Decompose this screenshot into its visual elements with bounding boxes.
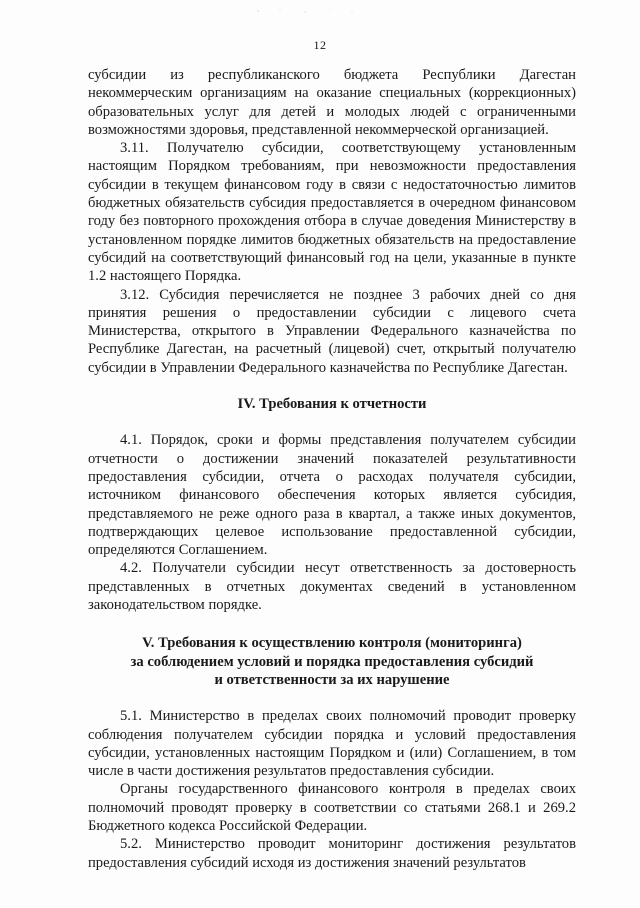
paragraph-3-11: 3.11. Получателю субсидии, соответствующему установленным настоящим Порядком требованиям, при невозможности предоставления субсидии в текущем финансовом году в связи с недостаточностью лимитов бюджетных обязательств субсидия предоставляется в очередном финансовом году без повторного прохождения отбора в случае доведения Министерству в установленном порядке лимитов бюджетных обязательств на предоставление субсидий на соответствующий финансовый год на цели, указанные в пункте 1.2 настоящего Порядка.: [88, 140, 576, 285]
paragraph-5-2: 5.2. Министерство проводит мониторинг достижения результатов предоставления субсидий исходя из достижения значений результатов: [88, 836, 576, 871]
paragraph-5-1: 5.1. Министерство в пределах своих полномочий проводит проверку соблюдения получателем субсидии порядка и условий предоставления субсидии, установленных настоящим Порядком и (или) Соглашением, в том числе в части достижения результатов предоставления субсидии.: [88, 708, 576, 780]
paragraph-4-2: 4.2. Получатели субсидии несут ответственность за достоверность представленных в отчетных документах сведений в установленном законодательством порядке.: [88, 560, 576, 614]
paragraph-continuation: субсидии из республиканского бюджета Республики Дагестан некоммерческим организациям на оказание специальных (коррекционных) образовательных услуг для детей и молодых людей с ограниченными возможностями здоровья, представленной некоммерческой организацией.: [88, 67, 576, 138]
paragraph-5-1-control: Органы государственного финансового контроля в пределах своих полномочий проводят проверку в соответствии со статьями 268.1 и 269.2 Бюджетного кодекса Российской Федерации.: [88, 781, 576, 834]
paragraph-4-1: 4.1. Порядок, сроки и формы представления получателем субсидии отчетности о достижении значений показателей результативности предоставления субсидии, отчета о расходах получателя субсидии, источником финансового обеспечения которых является субсидия, представляемого не реже одного раза в квартал, а также иных документов, подтверждающих целевое использование предоставленной субсидии, определяются Соглашением.: [88, 432, 576, 559]
document-body: [88, 66, 576, 872]
section-4-title: IV. Требования к отчетности: [237, 396, 427, 413]
page-number: 12: [313, 38, 327, 52]
section-5-title: [88, 634, 576, 689]
section-5-title-line-2: за соблюдением условий и порядка предоставления субсидий: [130, 653, 534, 670]
scan-artifact: [250, 8, 360, 14]
paragraph-3-12: 3.12. Субсидия перечисляется не позднее 3 рабочих дней со дня принятия решения о предоставлении субсидии с лицевого счета Министерства, открытого в Управлении Федерального казначейства по Республике Дагестан, на расчетный (лицевой) счет, открытый получателю субсидии в Управлении Федерального казначейства по Республике Дагестан.: [88, 286, 576, 376]
section-5-title-line-1: V. Требования к осуществлению контроля (мониторинга): [142, 635, 522, 652]
section-5-title-line-3: и ответственности за их нарушение: [214, 671, 450, 688]
